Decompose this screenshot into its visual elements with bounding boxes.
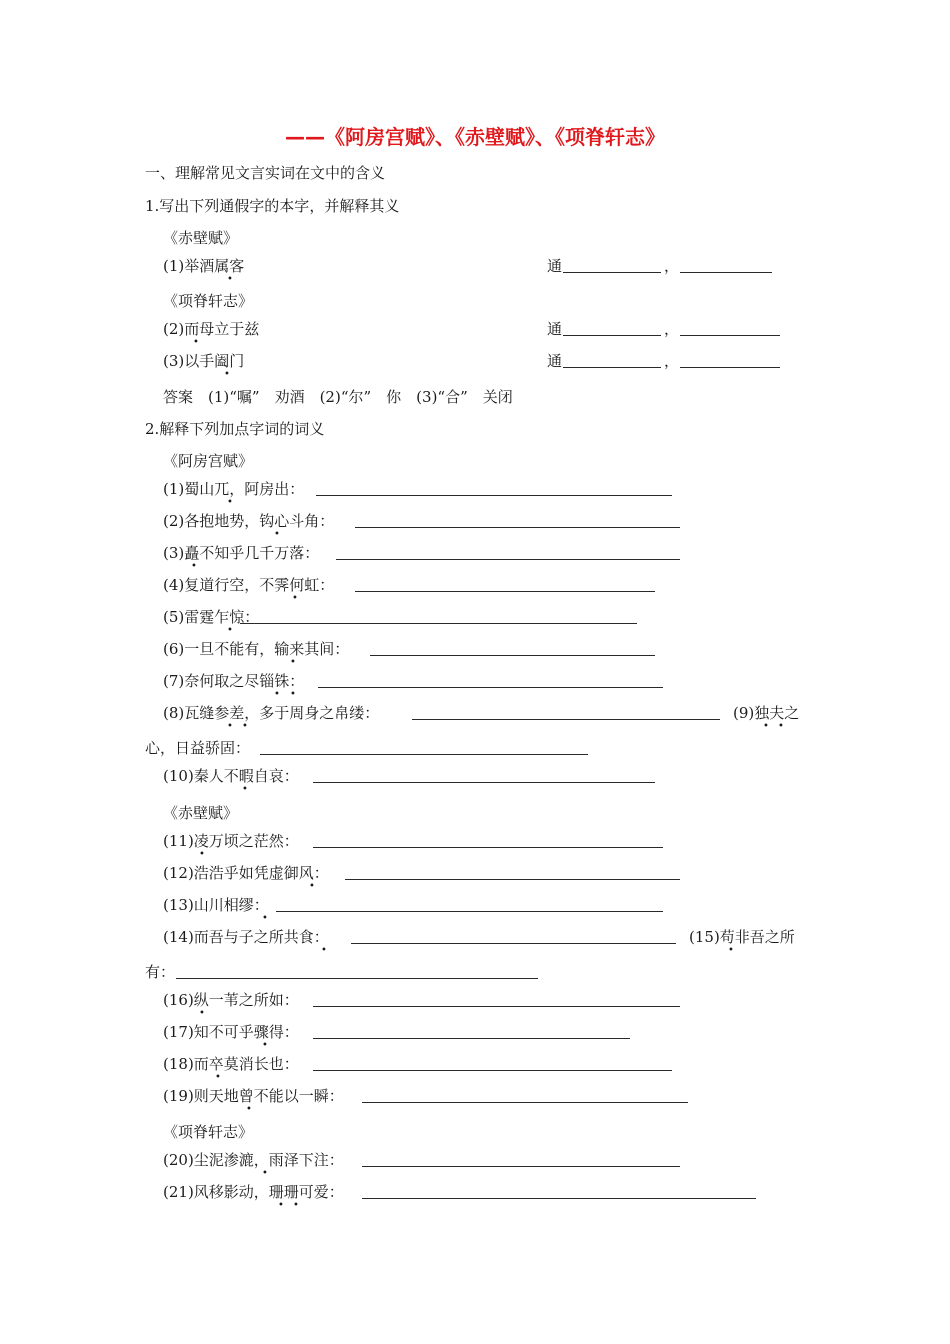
question-2-item: (15)苟非吾之所 — [689, 928, 795, 946]
emphasis-dot: • — [242, 721, 248, 732]
emphasis-dot: • — [321, 945, 327, 956]
answer-blank[interactable] — [362, 1166, 680, 1167]
answer-blank[interactable] — [680, 335, 780, 336]
question-2-item: (21)风移影动，珊珊可爱： — [163, 1183, 344, 1201]
question-2-item: (18)而卒莫消长也： — [163, 1055, 299, 1073]
emphasis-dot: • — [199, 1008, 205, 1019]
emphasis-dot: • — [293, 1200, 299, 1211]
emphasis-dot: • — [227, 274, 233, 285]
question-2-item: (3)矗不知乎几千万落： — [163, 544, 320, 562]
emphasis-dot: • — [262, 1168, 268, 1179]
question-2-item: (9)独夫之 — [733, 704, 800, 722]
answer-blank[interactable] — [316, 495, 672, 496]
emphasis-dot: • — [290, 657, 296, 668]
emphasis-dot: • — [278, 1200, 284, 1211]
question-2-item: (12)浩浩乎如凭虚御风： — [163, 864, 329, 882]
question-2-item: (5)雷霆乍惊： — [163, 608, 260, 626]
answer-blank[interactable] — [362, 1102, 688, 1103]
answer-blank[interactable] — [336, 559, 680, 560]
emphasis-dot: • — [199, 849, 205, 860]
question-2-item: (7)奈何取之尽锱铢： — [163, 672, 305, 690]
question-2-item: (4)复道行空，不霁何虹： — [163, 576, 335, 594]
emphasis-dot: • — [778, 721, 784, 732]
answer-blank[interactable] — [563, 335, 661, 336]
answer-blank[interactable] — [362, 1198, 756, 1199]
answer-blank[interactable] — [345, 879, 680, 880]
question-2-item-continued: 有： — [145, 963, 176, 981]
text-title-xiangjixuanzhi: 《项脊轩志》 — [163, 1123, 254, 1141]
answer-blank[interactable] — [370, 655, 655, 656]
emphasis-dot: • — [246, 1104, 252, 1115]
answer-blank[interactable] — [563, 367, 661, 368]
emphasis-dot: • — [309, 881, 315, 892]
question-2-item: (13)山川相缪： — [163, 896, 269, 914]
text-title-afanggongfu: 《阿房宫赋》 — [163, 452, 254, 470]
question-1-item-2: (2)而母立于兹 — [163, 320, 260, 338]
answer-blank[interactable] — [240, 623, 637, 624]
question-2-item: (11)凌万顷之茫然： — [163, 832, 299, 850]
emphasis-dot: • — [290, 689, 296, 700]
emphasis-dot: • — [274, 529, 280, 540]
emphasis-dot: • — [274, 689, 280, 700]
answer-blank[interactable] — [351, 943, 676, 944]
answer-blank[interactable] — [563, 272, 661, 273]
emphasis-dot: • — [224, 369, 230, 380]
question-1-heading: 1.写出下列通假字的本字，并解释其义 — [145, 197, 400, 215]
emphasis-dot: • — [262, 913, 268, 924]
answer-blank[interactable] — [313, 847, 663, 848]
emphasis-dot: • — [227, 497, 233, 508]
tong-label: 通 — [547, 320, 563, 338]
question-2-item: (17)知不可乎骤得： — [163, 1023, 299, 1041]
question-2-item: (14)而吾与子之所共食： — [163, 928, 329, 946]
answer-blank[interactable] — [355, 591, 655, 592]
answer-blank[interactable] — [313, 782, 655, 783]
emphasis-dot: • — [227, 721, 233, 732]
emphasis-dot: • — [191, 561, 197, 572]
question-2-item: (6)一旦不能有，输来其间： — [163, 640, 350, 658]
answer-blank[interactable] — [318, 687, 663, 688]
emphasis-dot: • — [215, 1072, 221, 1083]
answer-blank[interactable] — [355, 527, 680, 528]
question-2-item: (20)尘泥渗漉，雨泽下注： — [163, 1151, 344, 1169]
tong-label: 通 — [547, 352, 563, 370]
question-2-item: (1)蜀山兀，阿房出： — [163, 480, 305, 498]
page-title: ——《阿房宫赋》、《赤壁赋》、《项脊轩志》 — [285, 125, 665, 149]
text-title-xiangjixuanzhi: 《项脊轩志》 — [163, 292, 254, 310]
answer-blank[interactable] — [313, 1006, 680, 1007]
emphasis-dot: • — [292, 593, 298, 604]
question-2-item: (19)则天地曾不能以一瞬： — [163, 1087, 344, 1105]
emphasis-dot: • — [242, 784, 248, 795]
question-2-item: (16)纵一苇之所如： — [163, 991, 299, 1009]
question-2-item: (8)瓦缝参差，多于周身之帛缕： — [163, 704, 380, 722]
answer-blank[interactable] — [313, 1038, 630, 1039]
section-heading: 一、理解常见文言实词在文中的含义 — [145, 164, 386, 182]
question-2-item-continued: 心，日益骄固： — [145, 739, 251, 757]
answer-blank[interactable] — [680, 272, 772, 273]
answer-blank[interactable] — [176, 978, 538, 979]
text-title-chibifu: 《赤壁赋》 — [163, 229, 239, 247]
question-2-item: (2)各抱地势，钩心斗角： — [163, 512, 335, 530]
answer-key: 答案 (1)“嘱” 劝酒 (2)“尔” 你 (3)“合” 关闭 — [163, 388, 513, 406]
emphasis-dot: • — [193, 337, 199, 348]
question-2-item: (10)秦人不暇自哀： — [163, 767, 299, 785]
emphasis-dot: • — [262, 1040, 268, 1051]
comma-separator: ， — [664, 257, 680, 275]
emphasis-dot: • — [728, 945, 734, 956]
answer-blank[interactable] — [680, 367, 780, 368]
text-title-chibifu: 《赤壁赋》 — [163, 804, 239, 822]
emphasis-dot: • — [763, 721, 769, 732]
question-2-heading: 2.解释下列加点字词的词义 — [145, 420, 325, 438]
answer-blank[interactable] — [313, 1070, 672, 1071]
comma-separator: ， — [664, 320, 680, 338]
answer-blank[interactable] — [276, 911, 663, 912]
emphasis-dot: • — [227, 625, 233, 636]
tong-label: 通 — [547, 257, 563, 275]
question-1-item-1: (1)举酒属客 — [163, 257, 245, 275]
answer-blank[interactable] — [260, 754, 588, 755]
question-1-item-3: (3)以手阖门 — [163, 352, 245, 370]
answer-blank[interactable] — [412, 719, 720, 720]
comma-separator: ， — [664, 352, 680, 370]
